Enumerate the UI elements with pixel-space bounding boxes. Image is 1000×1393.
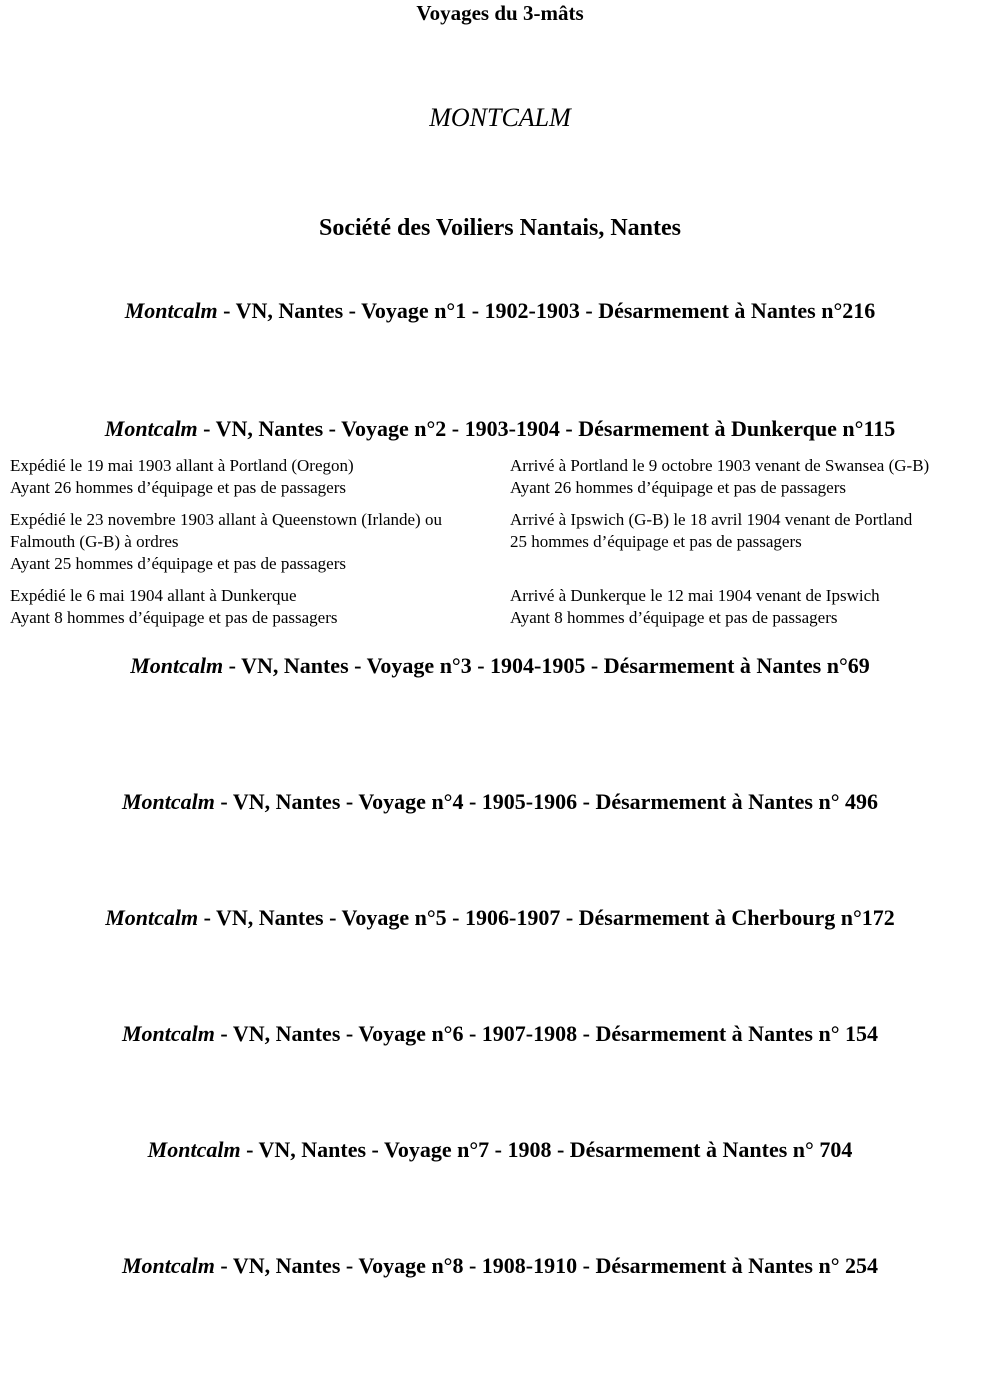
voyage-heading-7: Montcalm - VN, Nantes - Voyage n°7 - 1908 - Désarmement à Nantes n° 704 [147,1137,853,1162]
ship-name-heading: MONTCALM [429,103,571,132]
arrival-entry-1: Arrivé à Portland le 9 octobre 1903 venant de Swansea (G-B) Ayant 26 hommes d’équipage et pas de passagers [510,456,930,497]
voyage-heading-5: Montcalm - VN, Nantes - Voyage n°5 - 1906-1907 - Désarmement à Cherbourg n°172 [105,905,895,930]
voyage-heading-4: Montcalm - VN, Nantes - Voyage n°4 - 1905-1906 - Désarmement à Nantes n° 496 [122,789,878,814]
arrival-entry-3: Arrivé à Dunkerque le 12 mai 1904 venant de Ipswich Ayant 8 hommes d’équipage et pas de passagers [510,586,880,627]
departure-entry-2: Expédié le 23 novembre 1903 allant à Queenstown (Irlande) ou Falmouth (G-B) à ordres Ayant 25 hommes d’équipage et pas de passagers [10,510,442,573]
voyage-heading-2: Montcalm - VN, Nantes - Voyage n°2 - 1903-1904 - Désarmement à Dunkerque n°115 [104,416,896,441]
document-title: Voyages du 3-mâts [416,1,584,25]
departure-entry-3: Expédié le 6 mai 1904 allant à Dunkerque Ayant 8 hommes d’équipage et pas de passagers [10,586,338,627]
departure-entry-1: Expédié le 19 mai 1903 allant à Portland (Oregon) Ayant 26 hommes d’équipage et pas de passagers [10,456,354,497]
voyage-heading-6: Montcalm - VN, Nantes - Voyage n°6 - 1907-1908 - Désarmement à Nantes n° 154 [122,1021,878,1046]
arrival-entry-2: Arrivé à Ipswich (G-B) le 18 avril 1904 venant de Portland 25 hommes d’équipage et pas de passagers [510,510,913,551]
voyage-heading-3: Montcalm - VN, Nantes - Voyage n°3 - 1904-1905 - Désarmement à Nantes n°69 [130,653,870,678]
voyage-heading-1: Montcalm - VN, Nantes - Voyage n°1 - 1902-1903 - Désarmement à Nantes n°216 [124,298,876,323]
owner-heading: Société des Voiliers Nantais, Nantes [319,215,681,241]
voyage-heading-8: Montcalm - VN, Nantes - Voyage n°8 - 1908-1910 - Désarmement à Nantes n° 254 [122,1253,878,1278]
